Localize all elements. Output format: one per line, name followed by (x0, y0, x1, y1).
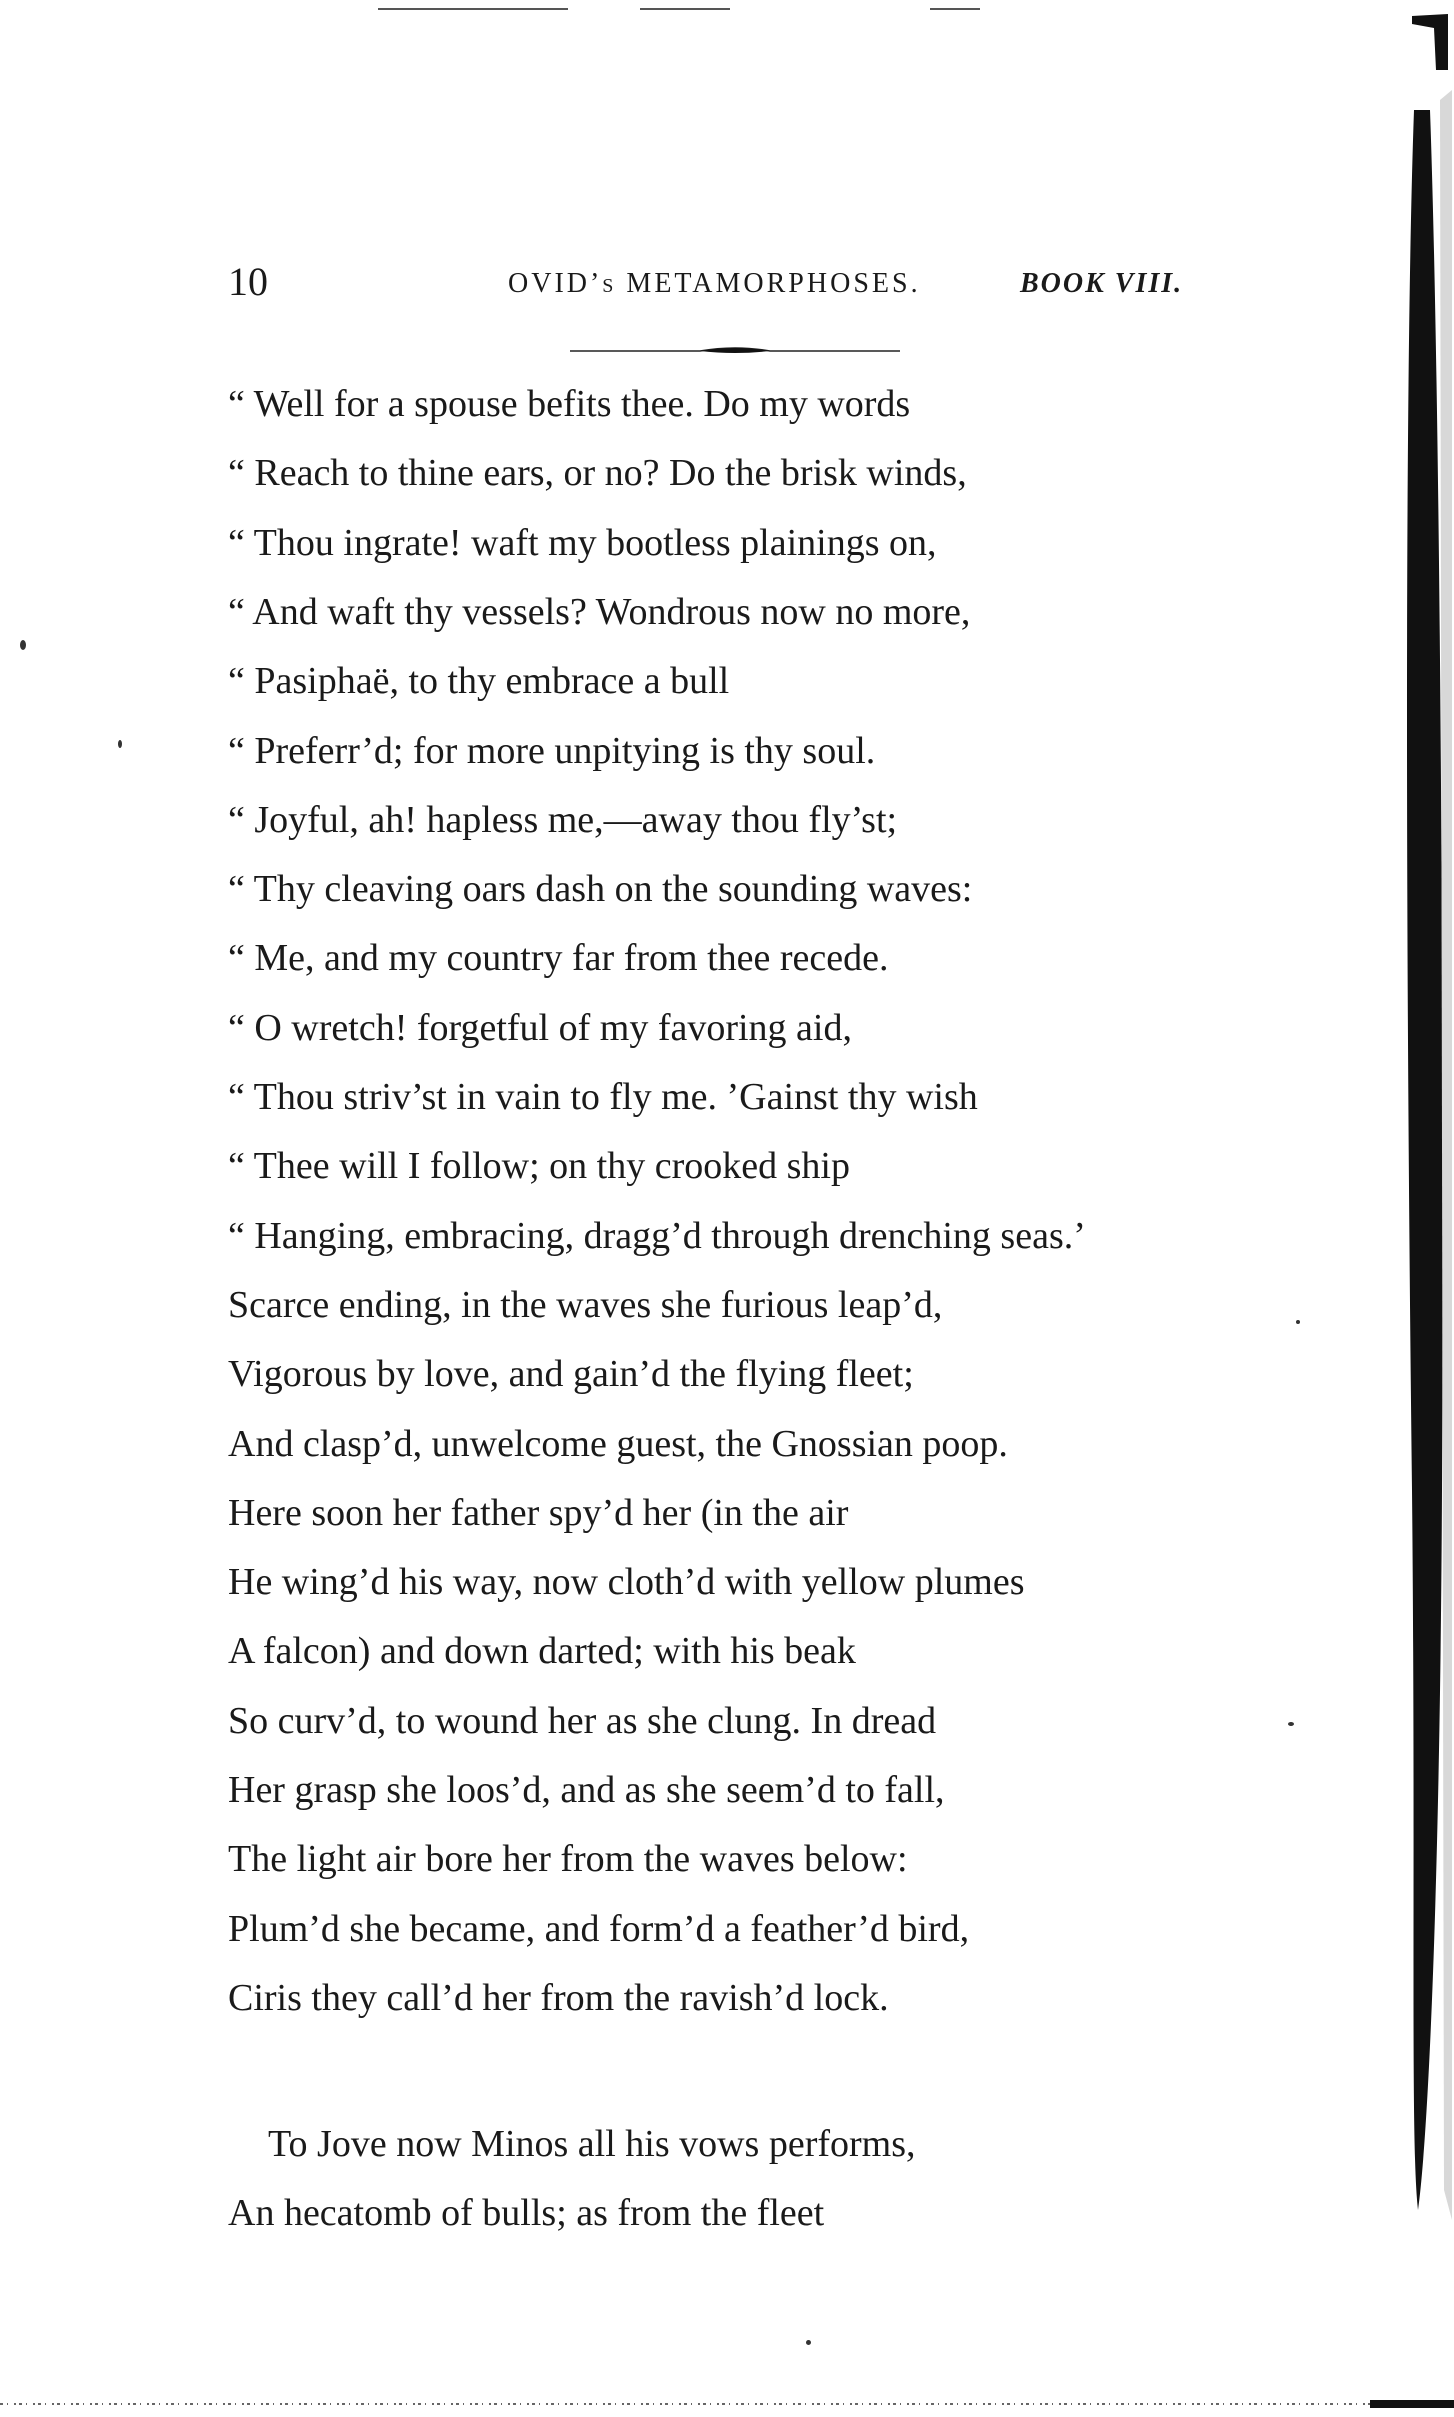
poem-line: “ Me, and my country far from thee recede. (228, 937, 889, 980)
poem-line: “ Reach to thine ears, or no? Do the brisk winds, (228, 452, 967, 495)
poem-line: Scarce ending, in the waves she furious leap’d, (228, 1283, 943, 1326)
poem-line: “ Joyful, ah! hapless me,—away thou fly’st; (228, 798, 898, 841)
poem-line: Here soon her father spy’d her (in the air (228, 1491, 849, 1534)
speck (1288, 1722, 1294, 1726)
speck (118, 740, 122, 748)
poem-line: Plum’d she became, and form’d a feather’d bird, (228, 1907, 970, 1950)
speck (20, 640, 26, 650)
poem-line: Her grasp she loos’d, and as she seem’d to fall, (228, 1769, 945, 1811)
poem-line: “ Hanging, embracing, dragg’d through drenching seas.’ (228, 1214, 1086, 1257)
poem-line: So curv’d, to wound her as she clung. In dread (228, 1699, 937, 1742)
ornament-rule (570, 346, 900, 356)
poem-line: He wing’d his way, now cloth’d with yellow plumes (228, 1561, 1025, 1604)
bottom-noise (0, 2400, 1454, 2408)
speck (1296, 1320, 1300, 1324)
book-label: BOOK VIII. (1020, 268, 1184, 299)
poem-line: An hecatomb of bulls; as from the fleet (228, 2192, 825, 2235)
poem-line: “ Preferr’d; for more unpitying is thy soul. (228, 729, 876, 772)
poem-line: “ Well for a spouse befits thee. Do my words (228, 383, 911, 425)
running-title: OVID’s METAMORPHOSES. (508, 268, 921, 299)
poem-line: Ciris they call’d her from the ravish’d lock. (228, 1976, 889, 2019)
top-rule (640, 8, 730, 10)
top-rule (378, 8, 568, 10)
poem-line: “ O wretch! forgetful of my favoring aid, (228, 1006, 852, 1049)
poem-line: “ Thy cleaving oars dash on the sounding waves: (228, 868, 973, 911)
poem-line: A falcon) and down darted; with his beak (228, 1630, 856, 1673)
poem-line: “ Thou striv’st in vain to fly me. ’Gainst thy wish (228, 1076, 978, 1118)
poem-line: “ Thee will I follow; on thy crooked ship (228, 1145, 850, 1188)
top-rule (930, 8, 980, 10)
binding-shadow (1400, 90, 1454, 2220)
poem-line: Vigorous by love, and gain’d the flying fleet; (228, 1353, 914, 1396)
corner-mark (1410, 12, 1450, 72)
poem-line: To Jove now Minos all his vows performs, (268, 2123, 916, 2165)
poem-line: “ Pasiphaë, to thy embrace a bull (228, 660, 730, 703)
page-number: 10 (228, 259, 268, 304)
poem-line: “ And waft thy vessels? Wondrous now no more, (228, 590, 971, 633)
poem-line: The light air bore her from the waves below: (228, 1838, 908, 1881)
poem-line: “ Thou ingrate! waft my bootless plainings on, (228, 521, 937, 564)
poem-line: And clasp’d, unwelcome guest, the Gnossian poop. (228, 1422, 1008, 1465)
speck (806, 2340, 811, 2345)
